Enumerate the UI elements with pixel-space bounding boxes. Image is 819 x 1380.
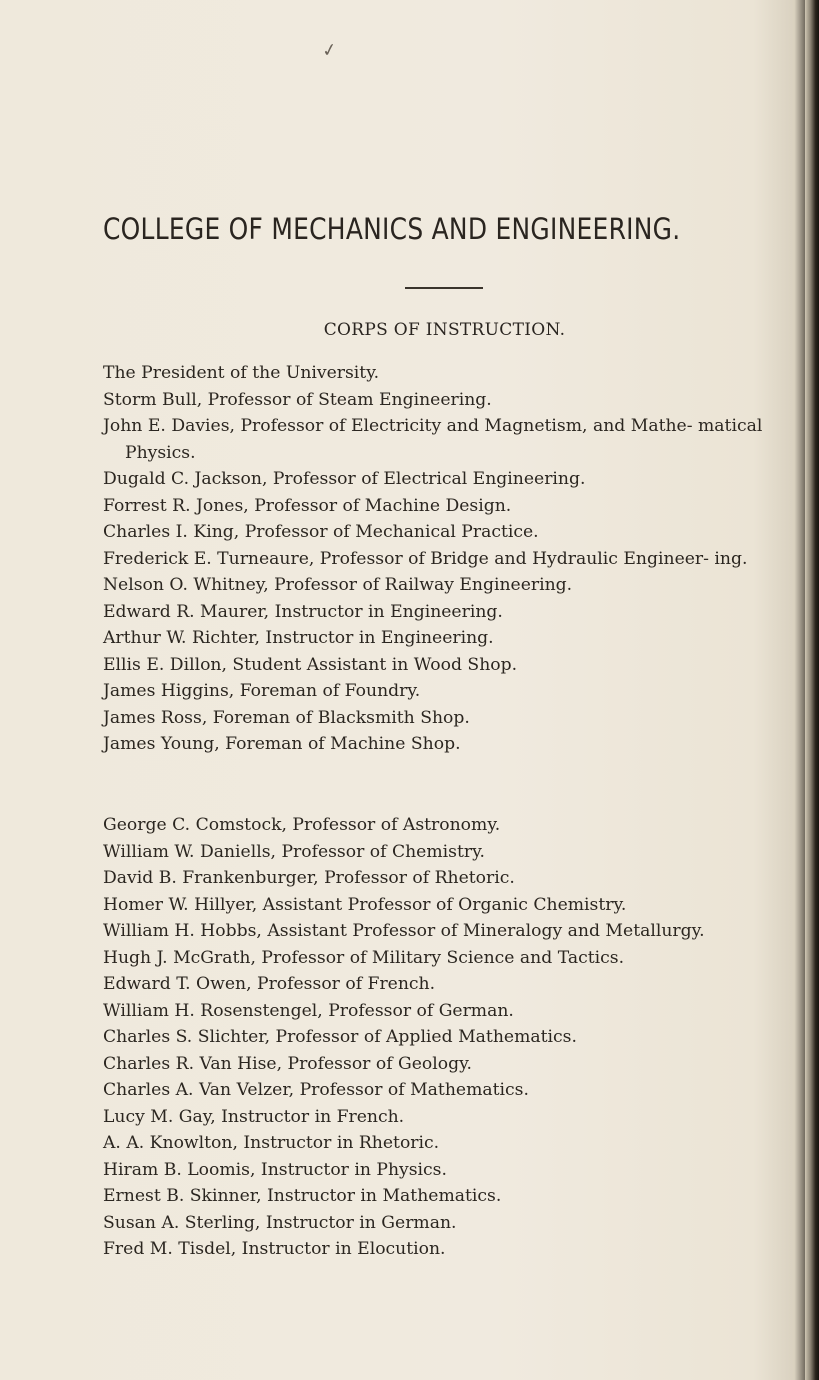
list-item: William H. Hobbs, Assistant Professor of Mineralogy and Metallurgy.	[103, 921, 705, 941]
list-item: Arthur W. Richter, Instructor in Engineering.	[103, 628, 494, 648]
faculty-list	[103, 360, 793, 758]
list-item: Lucy M. Gay, Instructor in French.	[103, 1106, 405, 1127]
list-item: Susan A. Sterling, Instructor in German.	[103, 1212, 457, 1233]
list-item: Hugh J. McGrath, Professor of Military Science and Tactics.	[103, 947, 625, 968]
list-item: Charles S. Slichter, Professor of Applied Mathematics.	[103, 1027, 577, 1047]
list-item: James Higgins, Foreman of Foundry.	[103, 681, 421, 701]
book-binding-edge	[805, 0, 819, 1380]
list-item: Frederick E. Turneaure, Professor of Bridge and Hydraulic Engineer- ing.	[103, 548, 748, 569]
section-heading: CORPS OF INSTRUCTION.	[323, 320, 566, 340]
list-item: Charles A. Van Velzer, Professor of Mathematics.	[103, 1080, 529, 1100]
list-item: James Young, Foreman of Machine Shop.	[103, 734, 461, 754]
list-item: Ernest B. Skinner, Instructor in Mathematics.	[103, 1186, 502, 1206]
list-item: David B. Frankenburger, Professor of Rhetoric.	[103, 868, 515, 888]
list-item: Nelson O. Whitney, Professor of Railway Engineering.	[103, 575, 573, 595]
list-item: A. A. Knowlton, Instructor in Rhetoric.	[103, 1133, 440, 1153]
list-item: Ellis E. Dillon, Student Assistant in Wood Shop.	[103, 654, 518, 675]
list-item: Charles I. King, Professor of Mechanical Practice.	[103, 522, 539, 542]
list-item: Forrest R. Jones, Professor of Machine Design.	[103, 495, 512, 516]
list-item: James Ross, Foreman of Blacksmith Shop.	[103, 707, 470, 728]
list-item: Charles R. Van Hise, Professor of Geology.	[103, 1053, 473, 1074]
list-item: Edward T. Owen, Professor of French.	[103, 974, 436, 994]
list-item: William W. Daniells, Professor of Chemistry.	[103, 841, 485, 862]
other-faculty-list	[103, 812, 793, 1263]
pencil-check-mark: ✓	[320, 38, 339, 63]
page-title: COLLEGE OF MECHANICS AND ENGINEERING.	[103, 212, 681, 246]
title-divider	[405, 287, 483, 289]
list-item: William H. Rosenstengel, Professor of German.	[103, 1000, 514, 1021]
list-item: The President of the University.	[103, 363, 380, 383]
list-item: Hiram B. Loomis, Instructor in Physics.	[103, 1159, 447, 1180]
list-item: Edward R. Maurer, Instructor in Engineering.	[103, 601, 503, 622]
list-item: Storm Bull, Professor of Steam Engineering.	[103, 389, 492, 410]
list-item: George C. Comstock, Professor of Astronomy.	[103, 815, 501, 835]
list-item: John E. Davies, Professor of Electricity and Magnetism, and Mathe- matical Physics.	[103, 416, 763, 463]
list-item: Fred M. Tisdel, Instructor in Elocution.	[103, 1239, 446, 1259]
list-item: Dugald C. Jackson, Professor of Electrical Engineering.	[103, 469, 586, 489]
list-item: Homer W. Hillyer, Assistant Professor of Organic Chemistry.	[103, 894, 627, 915]
